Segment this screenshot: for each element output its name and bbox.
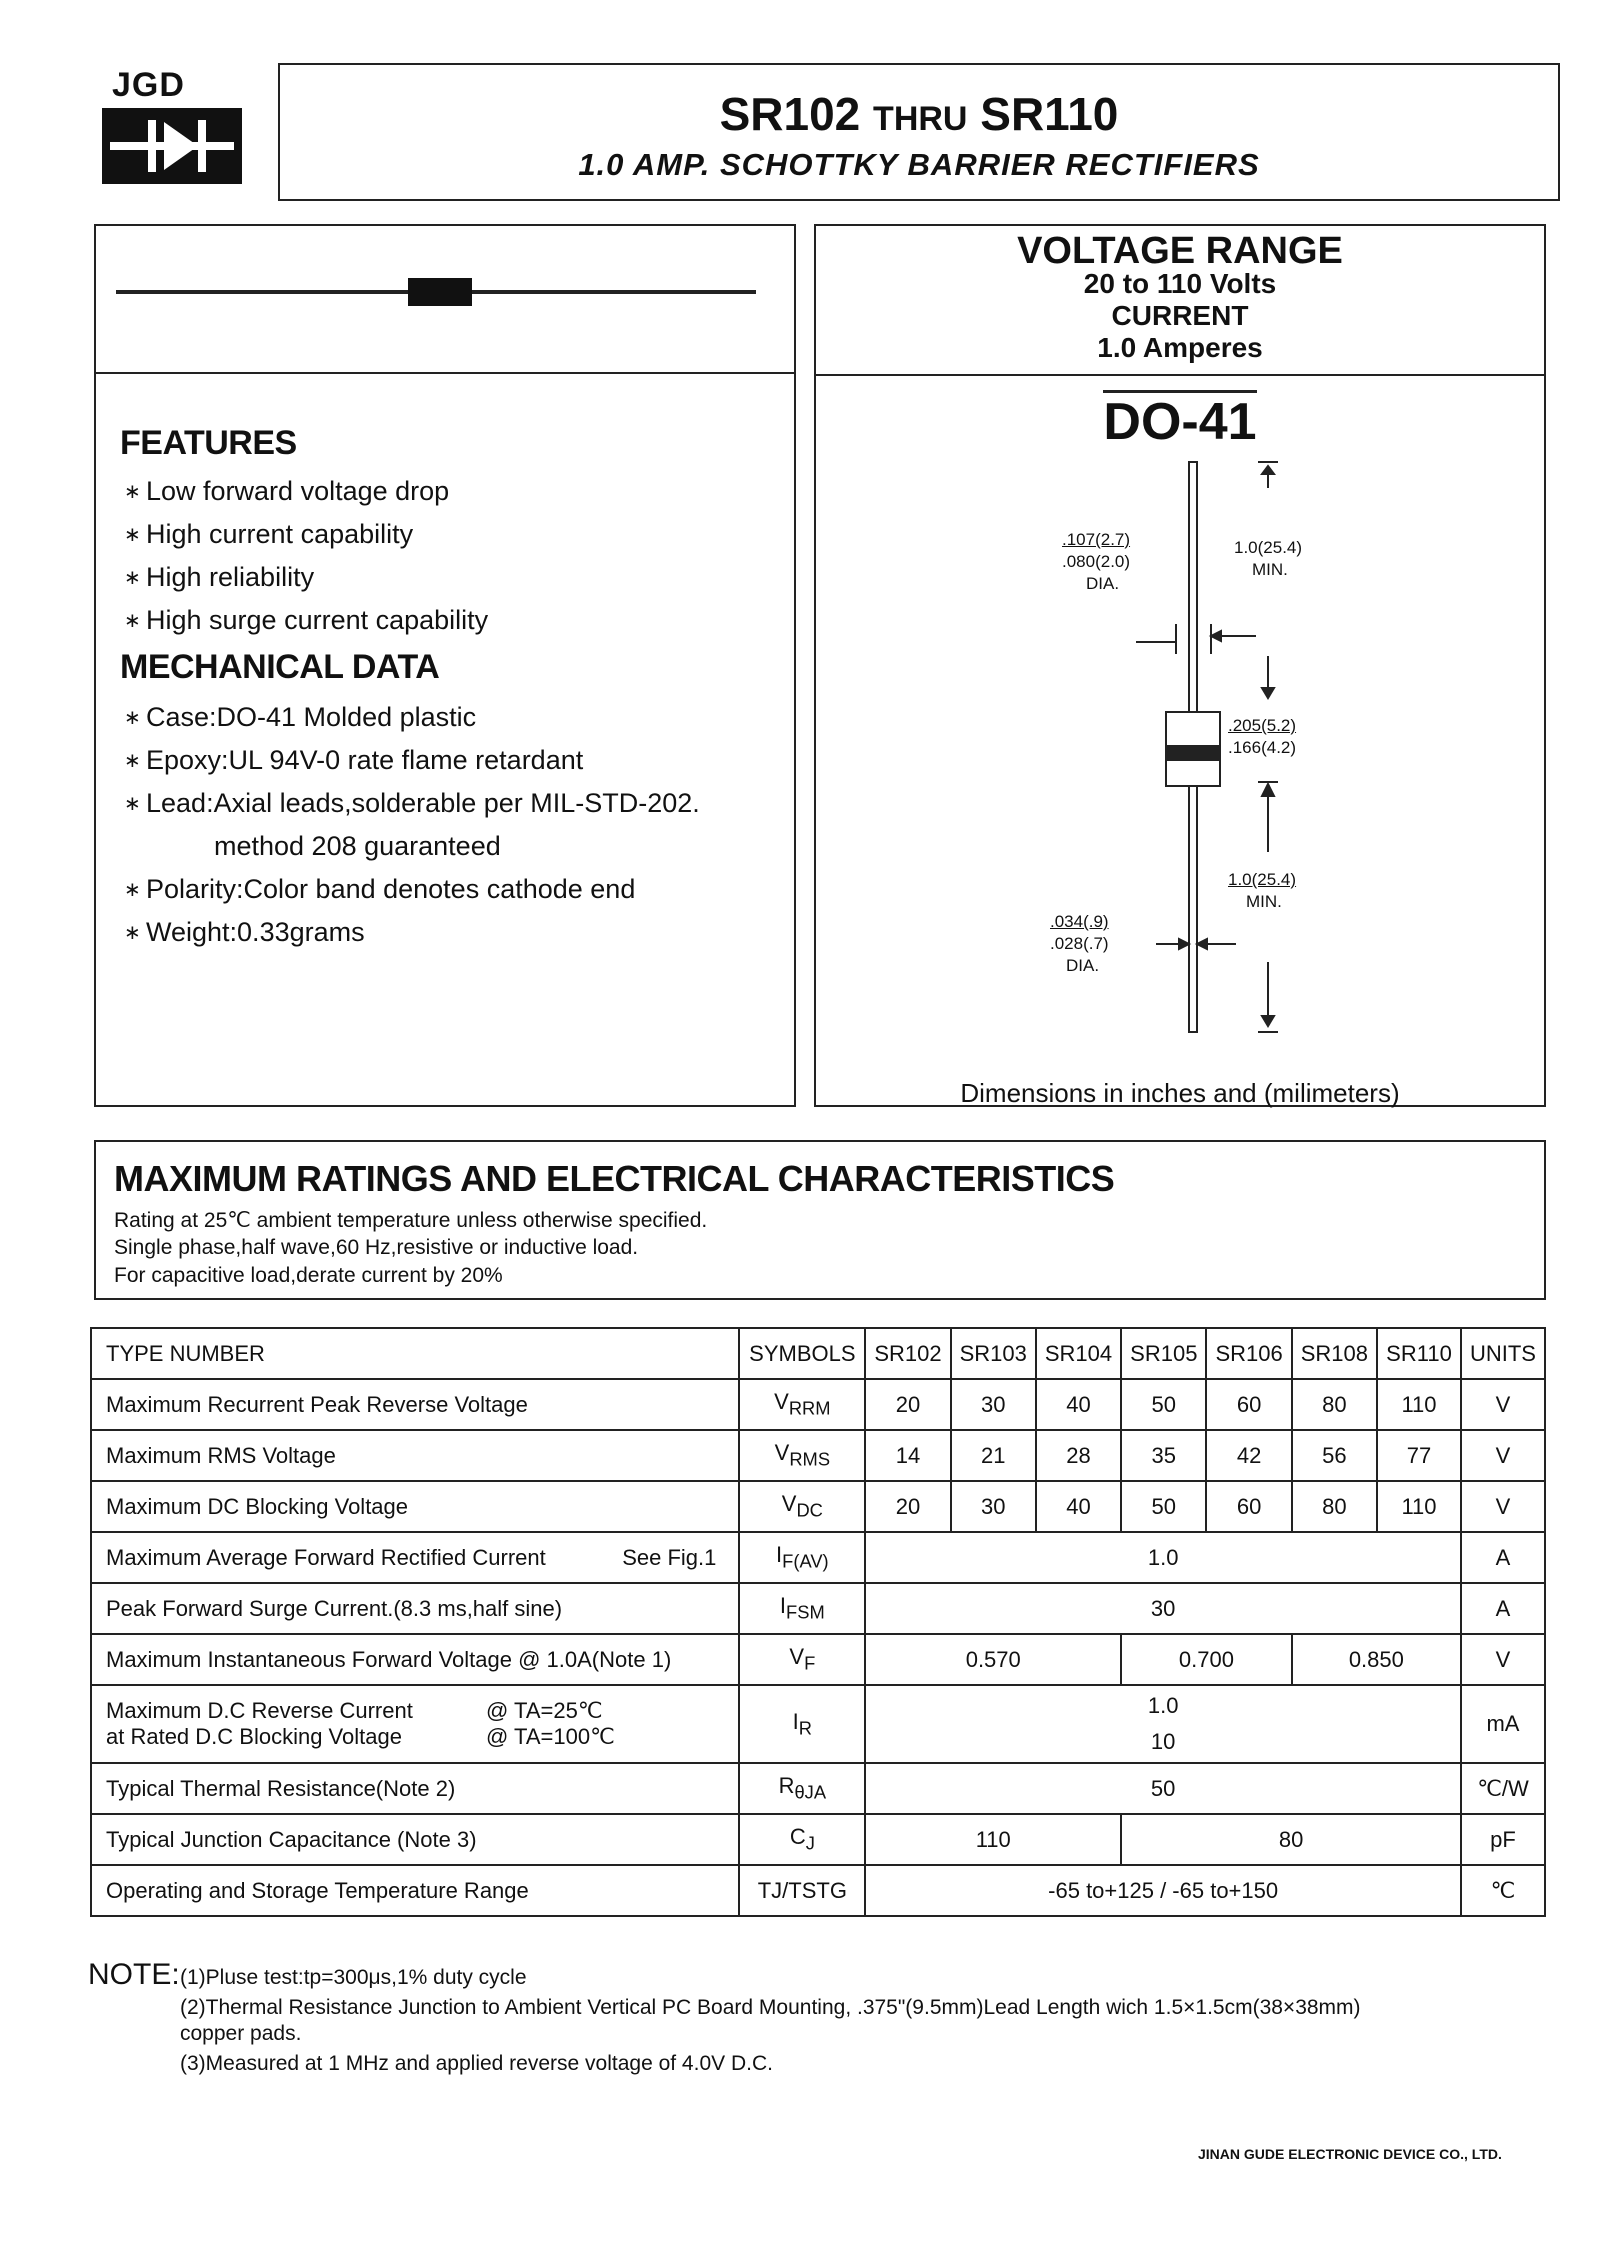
dim-bottom-length: 1.0(25.4) xyxy=(1228,870,1297,889)
unit-cell: A xyxy=(1461,1583,1545,1634)
diode-body-icon xyxy=(408,278,472,306)
value-cell: 28 xyxy=(1036,1430,1121,1481)
dim-dia-label: DIA. xyxy=(1086,574,1120,593)
header-part: SR106 xyxy=(1206,1328,1291,1379)
mechanical-item: ∗ Epoxy:UL 94V-0 rate flame retardant xyxy=(124,745,584,775)
unit-cell: pF xyxy=(1461,1814,1545,1865)
header-part: SR105 xyxy=(1121,1328,1206,1379)
voltage-range-label: VOLTAGE RANGE xyxy=(1017,230,1343,272)
mechanical-heading: MECHANICAL DATA xyxy=(120,648,440,686)
header-part: SR108 xyxy=(1292,1328,1377,1379)
param-cell: Peak Forward Surge Current.(8.3 ms,half sine) xyxy=(91,1583,739,1634)
mechanical-item-continued: method 208 guaranteed xyxy=(214,831,501,861)
param-cell: Maximum RMS Voltage xyxy=(91,1430,739,1481)
value-cell: 20 xyxy=(865,1481,950,1532)
package-outline-drawing xyxy=(816,226,1544,1106)
dimensions-note: Dimensions in inches and (milimeters) xyxy=(960,1078,1400,1108)
unit-cell: A xyxy=(1461,1532,1545,1583)
diode-logo-icon xyxy=(102,108,242,184)
symbol-cell: $C_J$ xyxy=(739,1814,865,1865)
value-cell: 56 xyxy=(1292,1430,1377,1481)
table-header-row xyxy=(91,1328,1545,1379)
header-part: SR104 xyxy=(1036,1328,1121,1379)
package-panel xyxy=(814,224,1546,1107)
value-cell: 30 xyxy=(951,1379,1036,1430)
symbol-cell: $V_{DC}$ xyxy=(739,1481,865,1532)
param-cell: Maximum Recurrent Peak Reverse Voltage xyxy=(91,1379,739,1430)
dim-min-label: MIN. xyxy=(1252,560,1288,579)
header-part: SR110 xyxy=(1377,1328,1461,1379)
ratings-note-line: Rating at 25℃ ambient temperature unless otherwise specified. xyxy=(114,1209,708,1232)
title-box xyxy=(278,63,1560,201)
note-item: (3)Measured at 1 MHz and applied reverse voltage of 4.0V D.C. xyxy=(180,2052,773,2075)
value-cell: 110 xyxy=(865,1814,1121,1865)
header-part: SR102 xyxy=(865,1328,950,1379)
dim-lead-dia-max: .107(2.7) xyxy=(1062,530,1131,549)
table-row-capacitance xyxy=(91,1814,1545,1865)
unit-cell: V xyxy=(1461,1379,1545,1430)
table-row-vf xyxy=(91,1634,1545,1685)
value-cell: 42 xyxy=(1206,1430,1291,1481)
voltage-range-value: 20 to 110 Volts xyxy=(1083,268,1277,299)
value-cell: 110 xyxy=(1377,1379,1461,1430)
company-logo-text: JGD xyxy=(112,66,185,104)
value-cell: 1.0 xyxy=(865,1532,1461,1583)
table-row-ir xyxy=(91,1685,1545,1763)
value-cell: -65 to+125 / -65 to+150 xyxy=(865,1865,1461,1916)
symbol-cell: $I_{F(AV)}$ xyxy=(739,1532,865,1583)
symbol-cell: $R_{\theta JA}$ xyxy=(739,1763,865,1814)
unit-cell: V xyxy=(1461,1430,1545,1481)
header-type-number: TYPE NUMBER xyxy=(91,1328,739,1379)
table-row-ifav xyxy=(91,1532,1545,1583)
value-cell: 20 xyxy=(865,1379,950,1430)
value-cell: 80 xyxy=(1292,1379,1377,1430)
package-name: DO-41 xyxy=(816,392,1544,452)
table-row-vrms xyxy=(91,1430,1545,1481)
value-cell: 60 xyxy=(1206,1481,1291,1532)
header-units: UNITS xyxy=(1461,1328,1545,1379)
mechanical-item: ∗ Weight:0.33grams xyxy=(124,917,365,947)
note-item: (1)Pluse test:tp=300μs,1% duty cycle xyxy=(180,1966,527,1989)
value-cell: 0.700 xyxy=(1121,1634,1292,1685)
unit-cell: ℃ xyxy=(1461,1865,1545,1916)
symbol-cell: $I_R$ xyxy=(739,1685,865,1763)
value-cell: 40 xyxy=(1036,1379,1121,1430)
table-row-vrrm xyxy=(91,1379,1545,1430)
unit-cell: V xyxy=(1461,1481,1545,1532)
header-symbols: SYMBOLS xyxy=(739,1328,865,1379)
page-title: SR102 THRU SR110 xyxy=(719,88,1119,140)
value-cell: 50 xyxy=(865,1763,1461,1814)
symbol-cell: $V_F$ xyxy=(739,1634,865,1685)
value-cell: 50 xyxy=(1121,1379,1206,1430)
current-value: 1.0 Amperes xyxy=(1097,332,1263,363)
symbol-cell: $I_{FSM}$ xyxy=(739,1583,865,1634)
ratings-note-line: Single phase,half wave,60 Hz,resistive or inductive load. xyxy=(114,1236,639,1259)
table-row-ifsm xyxy=(91,1583,1545,1634)
symbol-cell: $V_{RMS}$ xyxy=(739,1430,865,1481)
dim-body-min: .166(4.2) xyxy=(1228,738,1297,757)
value-cell: 14 xyxy=(865,1430,950,1481)
value-cell: 30 xyxy=(865,1583,1461,1634)
table-row-thermal xyxy=(91,1763,1545,1814)
mechanical-item: ∗ Lead:Axial leads,solderable per MIL-STD-202. xyxy=(124,788,700,818)
value-cell: 0.570 xyxy=(865,1634,1121,1685)
param-cell: Maximum D.C Reverse Current @ TA=25℃ at Rated D.C Blocking Voltage @ TA=100℃ xyxy=(91,1685,739,1763)
param-cell: Operating and Storage Temperature Range xyxy=(91,1865,739,1916)
divider xyxy=(96,372,794,374)
dim-min-label: MIN. xyxy=(1246,892,1282,911)
feature-item: ∗ High reliability xyxy=(124,562,315,592)
max-ratings-box xyxy=(94,1140,1546,1300)
ratings-note-line: For capacitive load,derate current by 20% xyxy=(114,1264,503,1287)
value-cell: 77 xyxy=(1377,1430,1461,1481)
value-cell: 1.0 10 xyxy=(865,1685,1461,1763)
dim-body-max: .205(5.2) xyxy=(1228,716,1297,735)
features-panel xyxy=(94,224,796,1107)
unit-cell: ℃/W xyxy=(1461,1763,1545,1814)
value-cell: 35 xyxy=(1121,1430,1206,1481)
param-cell: Typical Thermal Resistance(Note 2) xyxy=(91,1763,739,1814)
param-cell: Maximum Average Forward Rectified Current See Fig.1 xyxy=(91,1532,739,1583)
feature-item: ∗ High surge current capability xyxy=(124,605,489,635)
table-row-temperature xyxy=(91,1865,1545,1916)
feature-item: ∗ Low forward voltage drop xyxy=(124,476,450,506)
dim-wire-dia-min: .028(.7) xyxy=(1050,934,1109,953)
param-cell: Typical Junction Capacitance (Note 3) xyxy=(91,1814,739,1865)
max-ratings-title: MAXIMUM RATINGS AND ELECTRICAL CHARACTERISTICS xyxy=(114,1158,1115,1199)
symbol-cell: $V_{RRM}$ xyxy=(739,1379,865,1430)
value-cell: 50 xyxy=(1121,1481,1206,1532)
value-cell: 110 xyxy=(1377,1481,1461,1532)
note-item: copper pads. xyxy=(180,2022,302,2045)
page-subtitle: 1.0 AMP. SCHOTTKY BARRIER RECTIFIERS xyxy=(578,147,1260,182)
mechanical-item: ∗ Polarity:Color band denotes cathode end xyxy=(124,874,636,904)
value-cell: 30 xyxy=(951,1481,1036,1532)
table-row-vdc xyxy=(91,1481,1545,1532)
unit-cell: V xyxy=(1461,1634,1545,1685)
dim-wire-dia-label: DIA. xyxy=(1066,956,1100,975)
feature-item: ∗ High current capability xyxy=(124,519,414,549)
note-item: (2)Thermal Resistance Junction to Ambient Vertical PC Board Mounting, .375"(9.5mm)Lead Length wich 1.5×1.5cm(38×38mm) xyxy=(180,1996,1361,2019)
value-cell: 80 xyxy=(1121,1814,1461,1865)
current-label: CURRENT xyxy=(1111,300,1249,331)
mechanical-item: ∗ Case:DO-41 Molded plastic xyxy=(124,702,477,732)
dim-wire-dia-max: .034(.9) xyxy=(1050,912,1109,931)
param-cell: Maximum Instantaneous Forward Voltage @ 1.0A(Note 1) xyxy=(91,1634,739,1685)
company-footer: JINAN GUDE ELECTRONIC DEVICE CO., LTD. xyxy=(1198,2146,1502,2162)
electrical-characteristics-table xyxy=(90,1327,1546,1917)
dim-top-length: 1.0(25.4) xyxy=(1234,538,1303,557)
unit-cell: mA xyxy=(1461,1685,1545,1763)
value-cell: 0.850 xyxy=(1292,1634,1461,1685)
param-cell: Maximum DC Blocking Voltage xyxy=(91,1481,739,1532)
symbol-cell: TJ/TSTG xyxy=(739,1865,865,1916)
notes-label: NOTE: xyxy=(88,1958,180,1991)
value-cell: 40 xyxy=(1036,1481,1121,1532)
features-heading: FEATURES xyxy=(120,424,297,462)
dim-lead-dia-min: .080(2.0) xyxy=(1062,552,1131,571)
value-cell: 80 xyxy=(1292,1481,1377,1532)
value-cell: 21 xyxy=(951,1430,1036,1481)
header-part: SR103 xyxy=(951,1328,1036,1379)
value-cell: 60 xyxy=(1206,1379,1291,1430)
